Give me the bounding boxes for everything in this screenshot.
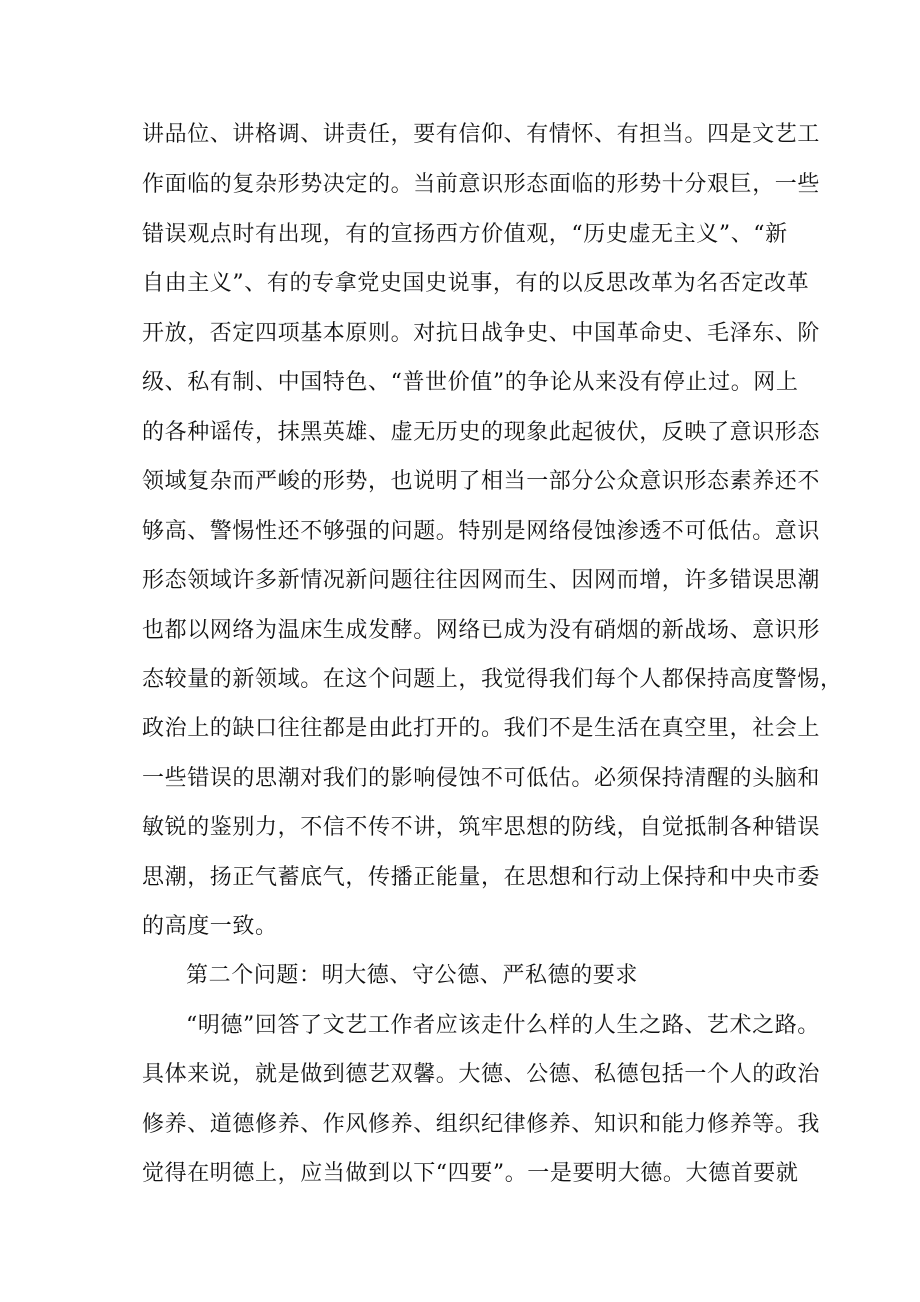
section-heading: 第二个问题：明大德、守公德、严私德的要求 xyxy=(186,963,639,988)
text-line: 觉得在明德上，应当做到以下“四要”。一是要明大德。大德首要就 xyxy=(142,1161,799,1186)
text-line: 的各种谣传，抹黑英雄、虚无历史的现象此起彼伏，反映了意识形态 xyxy=(142,420,821,445)
text-line: 错误观点时有出现，有的宣扬西方价值观，“历史虚无主义”、“新 xyxy=(142,222,788,247)
text-line: 够高、警惕性还不够强的问题。特别是网络侵蚀渗透不可低估。意识 xyxy=(142,519,821,544)
text-line: 自由主义”、有的专拿党史国史说事，有的以反思改革为名否定改革 xyxy=(142,271,810,296)
text-line: “明德”回答了文艺工作者应该走什么样的人生之路、艺术之路。 xyxy=(186,1013,820,1038)
text-line: 的高度一致。 xyxy=(142,914,278,939)
text-line: 形态领域许多新情况新问题往往因网而生、因网而增，许多错误思潮 xyxy=(142,568,821,593)
text-line: 态较量的新领域。在这个问题上，我觉得我们每个人都保持高度警惕， xyxy=(142,667,843,692)
text-line: 作面临的复杂形势决定的。当前意识形态面临的形势十分艰巨，一些 xyxy=(142,172,821,197)
text-line: 具体来说，就是做到德艺双馨。大德、公德、私德包括一个人的政治 xyxy=(142,1062,821,1087)
text-line: 级、私有制、中国特色、“普世价值”的争论从来没有停止过。网上 xyxy=(142,370,799,395)
text-line: 讲品位、讲格调、讲责任，要有信仰、有情怀、有担当。四是文艺工 xyxy=(142,122,821,147)
text-line: 政治上的缺口往往都是由此打开的。我们不是生活在真空里，社会上 xyxy=(142,716,821,741)
text-line: 领域复杂而严峻的形势，也说明了相当一部分公众意识形态素养还不 xyxy=(142,469,821,494)
text-line: 敏锐的鉴别力，不信不传不讲，筑牢思想的防线，自觉抵制各种错误 xyxy=(142,815,821,840)
text-line: 思潮，扬正气蓄底气，传播正能量，在思想和行动上保持和中央市委 xyxy=(142,865,821,890)
text-line: 一些错误的思潮对我们的影响侵蚀不可低估。必须保持清醒的头脑和 xyxy=(142,766,821,791)
text-line: 开放，否定四项基本原则。对抗日战争史、中国革命史、毛泽东、阶 xyxy=(142,321,821,346)
text-line: 也都以网络为温床生成发酵。网络已成为没有硝烟的新战场、意识形 xyxy=(142,618,821,643)
text-line: 修养、道德修养、作风修养、组织纪律修养、知识和能力修养等。我 xyxy=(142,1112,821,1137)
